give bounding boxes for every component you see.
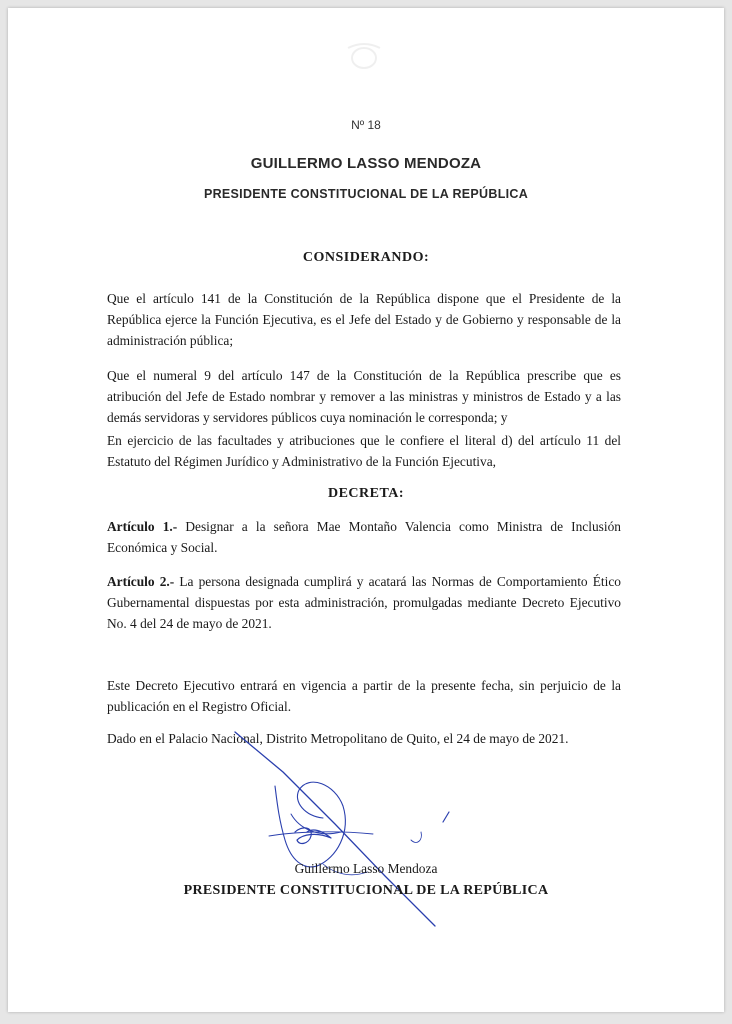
- decreta-heading: DECRETA:: [327, 486, 405, 501]
- article-2-text: La persona designada cumplirá y acatará las Normas de Comportamiento Ético Gubernamental dispuestas por esta administración, promulgadas mediante Decreto Ejecutivo No. 4 del 24 de mayo de 2021.: [107, 574, 622, 631]
- dado-paragraph: Dado en el Palacio Nacional, Distrito Metropolitano de Quito, el 24 de mayo de 2021.: [107, 731, 569, 746]
- article-1-text: Designar a la señora Mae Montaño Valencia como Ministra de Inclusión Económica y Social.: [107, 519, 621, 555]
- article-1-label: Artículo 1.-: [107, 519, 178, 534]
- document-page: [8, 8, 724, 1012]
- decree-number: Nº 18: [351, 118, 381, 132]
- article-1: [107, 516, 621, 558]
- vigencia-paragraph: Este Decreto Ejecutivo entrará en vigencia a partir de la presente fecha, sin perjuicio de la publicación en el Registro Oficial.: [107, 678, 621, 714]
- president-name-header: GUILLERMO LASSO MENDOZA: [250, 155, 482, 172]
- considerando-paragraph-3: En ejercicio de las facultades y atribuciones que le confiere el literal d) del artículo 11 del Estatuto del Régimen Jurídico y Administrativo de la Función Ejecutiva,: [107, 433, 621, 469]
- signer-title: PRESIDENTE CONSTITUCIONAL DE LA REPÚBLICA: [183, 883, 549, 898]
- coat-of-arms-watermark: [344, 42, 384, 72]
- considerando-paragraph-2: Que el numeral 9 del artículo 147 de la Constitución de la República prescribe que es atribución del Jefe de Estado nombrar y remover a las ministras y ministros de Estado y a las demás servidoras y servidores públicos cuya nominación le corresponda; y: [107, 368, 621, 425]
- considerando-heading: CONSIDERANDO:: [302, 250, 430, 265]
- considerando-paragraph-1: Que el artículo 141 de la Constitución de la República dispone que el Presidente de la República ejerce la Función Ejecutiva, es el Jefe del Estado y de Gobierno y responsable de la administración pública;: [107, 291, 621, 348]
- handwritten-signature: [213, 728, 473, 938]
- president-title-header: PRESIDENTE CONSTITUCIONAL DE LA REPÚBLICA: [203, 187, 529, 201]
- article-2-label: Artículo 2.-: [107, 574, 175, 589]
- signer-name: Guillermo Lasso Mendoza: [294, 861, 438, 876]
- article-2: [107, 571, 621, 634]
